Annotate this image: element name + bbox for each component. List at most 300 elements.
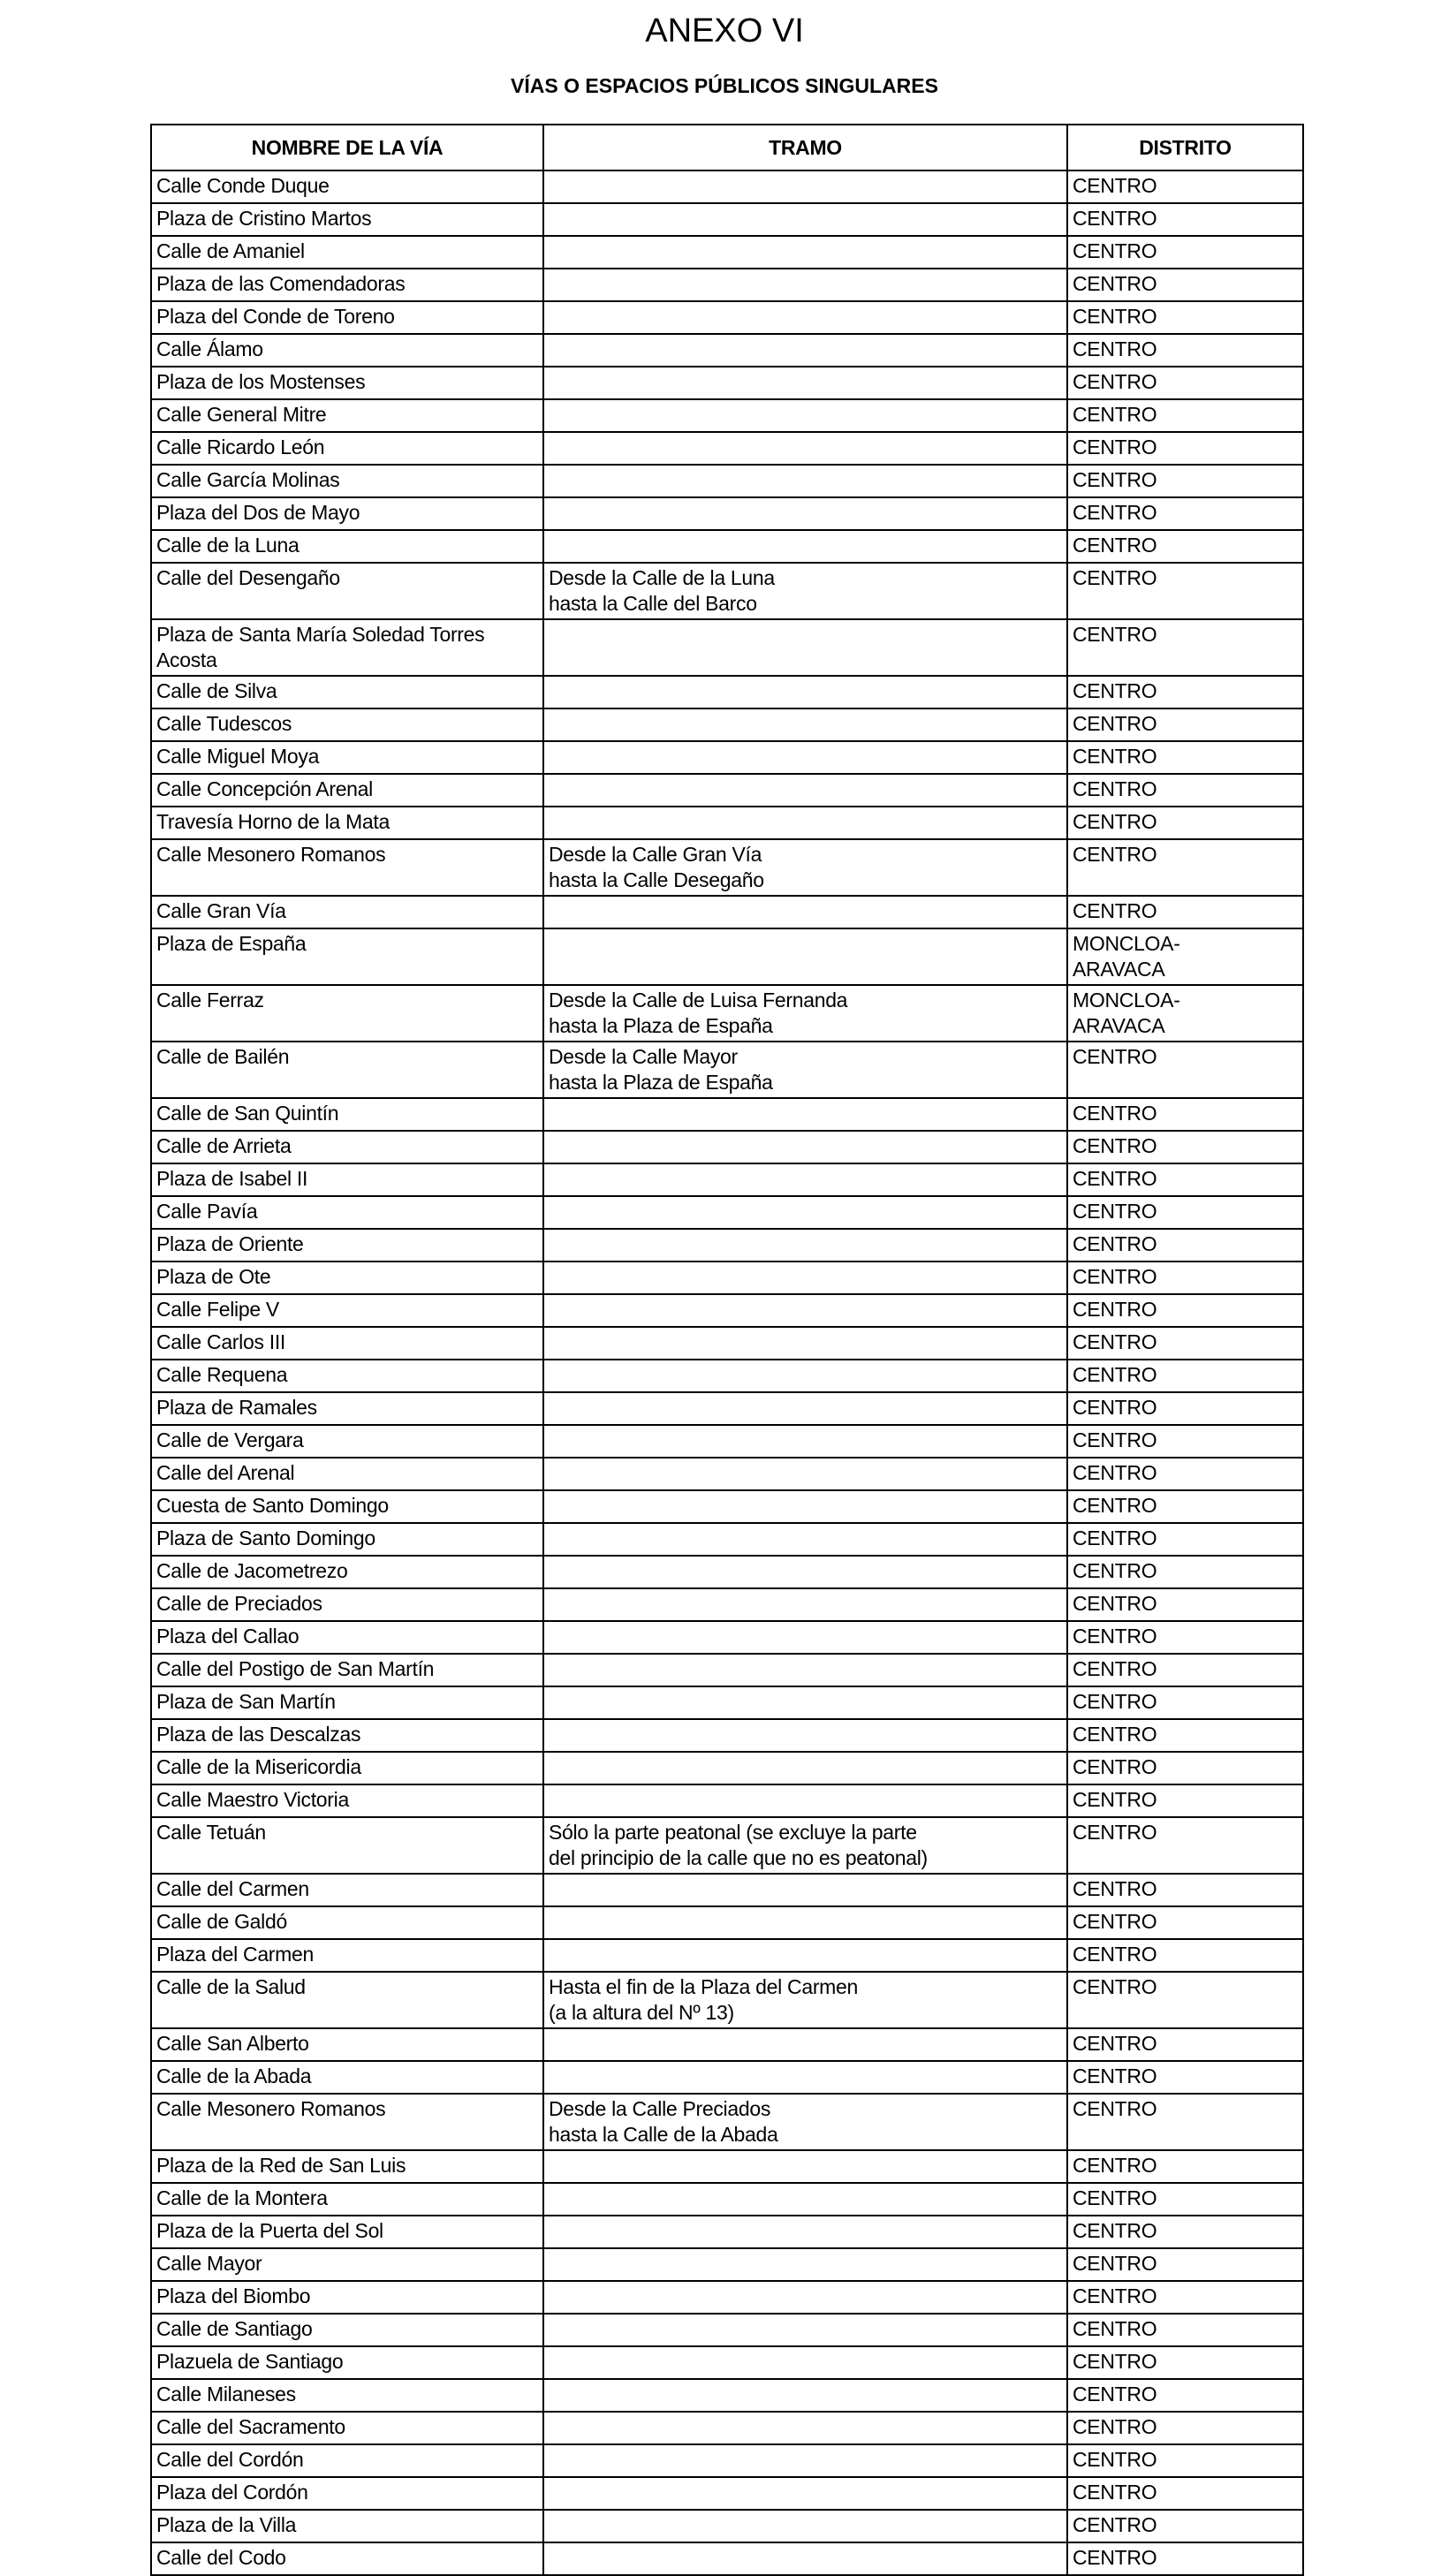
- distrito-line: CENTRO: [1073, 1494, 1157, 1517]
- cell-nombre: Calle de Vergara: [151, 1425, 543, 1458]
- tramo-line: hasta la Plaza de España: [549, 1014, 773, 1037]
- cell-tramo: [543, 2281, 1067, 2314]
- tramo-line: Desde la Calle Preciados: [549, 2097, 771, 2120]
- table-row: [151, 1621, 1303, 1654]
- cell-nombre: Calle de la Misericordia: [151, 1752, 543, 1784]
- cell-distrito: [1067, 807, 1303, 839]
- table-row: [151, 1042, 1303, 1098]
- cell-nombre: Plaza de la Red de San Luis: [151, 2150, 543, 2183]
- cell-nombre: Calle Conde Duque: [151, 170, 543, 203]
- table-row: [151, 2444, 1303, 2477]
- cell-nombre: Calle Milaneses: [151, 2379, 543, 2412]
- column-header-tramo: TRAMO: [543, 125, 1067, 170]
- cell-tramo: [543, 1817, 1067, 1874]
- table-row: [151, 2028, 1303, 2061]
- cell-distrito: [1067, 530, 1303, 563]
- table-row: [151, 1294, 1303, 1327]
- distrito-line: CENTRO: [1073, 2383, 1157, 2406]
- tramo-line: hasta la Calle de la Abada: [549, 2123, 778, 2146]
- table-row: [151, 2150, 1303, 2183]
- distrito-line: CENTRO: [1073, 899, 1157, 922]
- tramo-line: Hasta el fin de la Plaza del Carmen: [549, 1975, 859, 1998]
- cell-nombre: Calle Tudescos: [151, 708, 543, 741]
- cell-tramo: [543, 465, 1067, 497]
- distrito-line: CENTRO: [1073, 1461, 1157, 1484]
- cell-tramo: [543, 1042, 1067, 1098]
- cell-distrito: [1067, 2183, 1303, 2216]
- cell-distrito: [1067, 1163, 1303, 1196]
- cell-tramo: [543, 839, 1067, 896]
- distrito-line: CENTRO: [1073, 1877, 1157, 1900]
- cell-nombre: Calle General Mitre: [151, 399, 543, 432]
- cell-tramo: [543, 1874, 1067, 1906]
- cell-nombre: Calle de la Salud: [151, 1972, 543, 2028]
- cell-tramo: [543, 676, 1067, 708]
- cell-tramo: [543, 497, 1067, 530]
- distrito-line: CENTRO: [1073, 1592, 1157, 1615]
- distrito-line: CENTRO: [1073, 305, 1157, 328]
- cell-nombre: Calle de Galdó: [151, 1906, 543, 1939]
- table-row: [151, 1523, 1303, 1556]
- cell-tramo: [543, 1523, 1067, 1556]
- cell-nombre: Calle de Jacometrezo: [151, 1556, 543, 1588]
- distrito-line: CENTRO: [1073, 2252, 1157, 2275]
- cell-nombre: Plaza de Santo Domingo: [151, 1523, 543, 1556]
- tramo-line: Desde la Calle de la Luna: [549, 566, 775, 589]
- cell-tramo: [543, 334, 1067, 367]
- cell-nombre: Calle del Carmen: [151, 1874, 543, 1906]
- distrito-line: CENTRO: [1073, 403, 1157, 426]
- cell-nombre: Plaza de San Martín: [151, 1686, 543, 1719]
- cell-nombre: Calle de San Quintín: [151, 1098, 543, 1131]
- cell-nombre: Calle del Desengaño: [151, 563, 543, 619]
- cell-nombre: Calle García Molinas: [151, 465, 543, 497]
- cell-nombre: Calle de Preciados: [151, 1588, 543, 1621]
- distrito-line: CENTRO: [1073, 1396, 1157, 1419]
- cell-nombre: Plaza de España: [151, 928, 543, 985]
- table-row: [151, 985, 1303, 1042]
- cell-tramo: [543, 985, 1067, 1042]
- distrito-line: CENTRO: [1073, 843, 1157, 866]
- distrito-line: CENTRO: [1073, 501, 1157, 524]
- table-row: [151, 774, 1303, 807]
- cell-distrito: [1067, 301, 1303, 334]
- cell-tramo: [543, 1196, 1067, 1229]
- table-row: [151, 2216, 1303, 2248]
- table-row: [151, 2542, 1303, 2575]
- cell-nombre: Calle de Arrieta: [151, 1131, 543, 1163]
- cell-nombre: Calle de la Luna: [151, 530, 543, 563]
- cell-distrito: [1067, 2510, 1303, 2542]
- cell-distrito: [1067, 465, 1303, 497]
- cell-tramo: [543, 2510, 1067, 2542]
- cell-tramo: [543, 2094, 1067, 2150]
- cell-nombre: Plaza de Santa María Soledad Torres Acosta: [151, 619, 543, 676]
- cell-nombre: Plaza del Dos de Mayo: [151, 497, 543, 530]
- cell-tramo: [543, 2379, 1067, 2412]
- distrito-line: CENTRO: [1073, 1657, 1157, 1680]
- cell-distrito: [1067, 1327, 1303, 1360]
- table-row: [151, 1163, 1303, 1196]
- cell-distrito: [1067, 2061, 1303, 2094]
- distrito-line: ARAVACA: [1073, 958, 1165, 981]
- cell-tramo: [543, 1098, 1067, 1131]
- cell-distrito: [1067, 203, 1303, 236]
- cell-distrito: [1067, 1752, 1303, 1784]
- cell-tramo: [543, 2216, 1067, 2248]
- cell-tramo: [543, 367, 1067, 399]
- cell-distrito: [1067, 1817, 1303, 1874]
- cell-distrito: [1067, 1654, 1303, 1686]
- cell-tramo: [543, 2477, 1067, 2510]
- cell-nombre: Plaza de Ramales: [151, 1392, 543, 1425]
- cell-nombre: Calle Maestro Victoria: [151, 1784, 543, 1817]
- distrito-line: CENTRO: [1073, 1200, 1157, 1223]
- cell-tramo: [543, 1752, 1067, 1784]
- distrito-line: CENTRO: [1073, 2154, 1157, 2177]
- cell-nombre: Calle Requena: [151, 1360, 543, 1392]
- cell-distrito: [1067, 2379, 1303, 2412]
- table-row: [151, 2281, 1303, 2314]
- table-row: [151, 2183, 1303, 2216]
- distrito-line: CENTRO: [1073, 1102, 1157, 1125]
- cell-tramo: [543, 2314, 1067, 2346]
- table-row: [151, 465, 1303, 497]
- table-row: [151, 203, 1303, 236]
- cell-distrito: [1067, 1621, 1303, 1654]
- distrito-line: CENTRO: [1073, 239, 1157, 262]
- cell-nombre: Plazuela de Santiago: [151, 2346, 543, 2379]
- cell-distrito: [1067, 432, 1303, 465]
- cell-distrito: [1067, 1972, 1303, 2028]
- cell-distrito: [1067, 2028, 1303, 2061]
- distrito-line: CENTRO: [1073, 1690, 1157, 1713]
- cell-tramo: [543, 1131, 1067, 1163]
- distrito-line: CENTRO: [1073, 2481, 1157, 2504]
- cell-tramo: [543, 2346, 1067, 2379]
- cell-nombre: Calle del Cordón: [151, 2444, 543, 2477]
- cell-tramo: [543, 432, 1067, 465]
- distrito-line: CENTRO: [1073, 679, 1157, 702]
- cell-nombre: Calle del Sacramento: [151, 2412, 543, 2444]
- table-row: [151, 1458, 1303, 1490]
- distrito-line: CENTRO: [1073, 370, 1157, 393]
- distrito-line: CENTRO: [1073, 1723, 1157, 1746]
- cell-distrito: [1067, 2248, 1303, 2281]
- cell-distrito: [1067, 334, 1303, 367]
- distrito-line: CENTRO: [1073, 2317, 1157, 2340]
- table-row: [151, 399, 1303, 432]
- cell-nombre: Plaza de las Descalzas: [151, 1719, 543, 1752]
- distrito-line: CENTRO: [1073, 777, 1157, 800]
- cell-tramo: [543, 619, 1067, 676]
- table-row: [151, 619, 1303, 676]
- cell-tramo: [543, 1784, 1067, 1817]
- cell-tramo: [543, 1294, 1067, 1327]
- table-header-row: [151, 125, 1303, 170]
- cell-nombre: Plaza de Oriente: [151, 1229, 543, 1261]
- cell-distrito: [1067, 1294, 1303, 1327]
- table-row: [151, 1874, 1303, 1906]
- cell-tramo: [543, 2150, 1067, 2183]
- table-row: [151, 1229, 1303, 1261]
- distrito-line: CENTRO: [1073, 1910, 1157, 1933]
- cell-nombre: Calle San Alberto: [151, 2028, 543, 2061]
- cell-tramo: [543, 741, 1067, 774]
- table-row: [151, 301, 1303, 334]
- table-row: [151, 1098, 1303, 1131]
- distrito-line: CENTRO: [1073, 2415, 1157, 2438]
- cell-tramo: [543, 1360, 1067, 1392]
- cell-tramo: [543, 1392, 1067, 1425]
- table-row: [151, 1588, 1303, 1621]
- table-row: [151, 1392, 1303, 1425]
- cell-nombre: Calle Ferraz: [151, 985, 543, 1042]
- cell-distrito: [1067, 985, 1303, 1042]
- cell-distrito: [1067, 1131, 1303, 1163]
- cell-tramo: [543, 1906, 1067, 1939]
- cell-distrito: [1067, 2444, 1303, 2477]
- distrito-line: CENTRO: [1073, 1298, 1157, 1321]
- cell-distrito: [1067, 170, 1303, 203]
- page-subtitle: VÍAS O ESPACIOS PÚBLICOS SINGULARES: [511, 74, 938, 97]
- cell-tramo: [543, 530, 1067, 563]
- cell-nombre: Calle de la Abada: [151, 2061, 543, 2094]
- cell-tramo: [543, 1972, 1067, 2028]
- cell-distrito: [1067, 2346, 1303, 2379]
- table-row: [151, 1784, 1303, 1817]
- table-body: [151, 170, 1303, 2575]
- distrito-line: CENTRO: [1073, 534, 1157, 557]
- cell-nombre: Calle Mesonero Romanos: [151, 839, 543, 896]
- cell-nombre: Calle Álamo: [151, 334, 543, 367]
- cell-nombre: Calle del Codo: [151, 2542, 543, 2575]
- cell-nombre: Plaza de las Comendadoras: [151, 269, 543, 301]
- table-row: [151, 170, 1303, 203]
- distrito-line: CENTRO: [1073, 1167, 1157, 1190]
- table-row: [151, 1360, 1303, 1392]
- cell-nombre: Plaza de los Mostenses: [151, 367, 543, 399]
- cell-distrito: [1067, 2412, 1303, 2444]
- cell-tramo: [543, 1621, 1067, 1654]
- cell-tramo: [543, 269, 1067, 301]
- table-row: [151, 676, 1303, 708]
- cell-tramo: [543, 1261, 1067, 1294]
- cell-distrito: [1067, 1784, 1303, 1817]
- cell-tramo: [543, 807, 1067, 839]
- table-row: [151, 1261, 1303, 1294]
- table-row: [151, 1686, 1303, 1719]
- cell-tramo: [543, 1588, 1067, 1621]
- cell-tramo: [543, 928, 1067, 985]
- distrito-line: CENTRO: [1073, 1232, 1157, 1255]
- table-row: [151, 2477, 1303, 2510]
- cell-distrito: [1067, 708, 1303, 741]
- cell-tramo: [543, 1163, 1067, 1196]
- cell-nombre: Calle Felipe V: [151, 1294, 543, 1327]
- cell-nombre: Calle Carlos III: [151, 1327, 543, 1360]
- cell-distrito: [1067, 236, 1303, 269]
- cell-tramo: [543, 1327, 1067, 1360]
- distrito-line: CENTRO: [1073, 712, 1157, 735]
- cell-nombre: Plaza de Ote: [151, 1261, 543, 1294]
- distrito-line: CENTRO: [1073, 174, 1157, 197]
- cell-nombre: Calle Tetuán: [151, 1817, 543, 1874]
- cell-nombre: Calle Miguel Moya: [151, 741, 543, 774]
- cell-nombre: Plaza del Biombo: [151, 2281, 543, 2314]
- cell-tramo: [543, 203, 1067, 236]
- cell-tramo: [543, 2183, 1067, 2216]
- column-header-distrito: DISTRITO: [1067, 125, 1303, 170]
- table-row: [151, 708, 1303, 741]
- cell-distrito: [1067, 1906, 1303, 1939]
- table-row: [151, 2346, 1303, 2379]
- table-row: [151, 530, 1303, 563]
- table-row: [151, 367, 1303, 399]
- table-row: [151, 1131, 1303, 1163]
- cell-nombre: Calle Mayor: [151, 2248, 543, 2281]
- cell-distrito: [1067, 1490, 1303, 1523]
- tramo-line: del principio de la calle que no es peatonal): [549, 1846, 928, 1869]
- cell-distrito: [1067, 1556, 1303, 1588]
- table-row: [151, 1719, 1303, 1752]
- distrito-line: CENTRO: [1073, 1943, 1157, 1966]
- table-row: [151, 1972, 1303, 2028]
- cell-distrito: [1067, 1939, 1303, 1972]
- distrito-line: CENTRO: [1073, 2065, 1157, 2087]
- cell-tramo: [543, 1556, 1067, 1588]
- distrito-line: CENTRO: [1073, 810, 1157, 833]
- distrito-line: CENTRO: [1073, 1788, 1157, 1811]
- cell-distrito: [1067, 269, 1303, 301]
- cell-distrito: [1067, 1392, 1303, 1425]
- tramo-line: hasta la Calle del Barco: [549, 592, 757, 615]
- cell-nombre: Travesía Horno de la Mata: [151, 807, 543, 839]
- tramo-line: Desde la Calle Gran Vía: [549, 843, 762, 866]
- tramo-line: Desde la Calle Mayor: [549, 1045, 738, 1068]
- cell-tramo: [543, 2248, 1067, 2281]
- distrito-line: CENTRO: [1073, 468, 1157, 491]
- cell-distrito: [1067, 367, 1303, 399]
- cell-nombre: Plaza del Cordón: [151, 2477, 543, 2510]
- table-row: [151, 1556, 1303, 1588]
- table-row: [151, 2248, 1303, 2281]
- table-row: [151, 896, 1303, 928]
- cell-tramo: [543, 1686, 1067, 1719]
- cell-nombre: Plaza del Carmen: [151, 1939, 543, 1972]
- cell-distrito: [1067, 1261, 1303, 1294]
- cell-tramo: [543, 1425, 1067, 1458]
- distrito-line: MONCLOA-: [1073, 932, 1180, 955]
- cell-tramo: [543, 1939, 1067, 1972]
- cell-nombre: Calle de Santiago: [151, 2314, 543, 2346]
- cell-tramo: [543, 399, 1067, 432]
- cell-distrito: [1067, 676, 1303, 708]
- table-row: [151, 2094, 1303, 2150]
- cell-tramo: [543, 1654, 1067, 1686]
- cell-tramo: [543, 2444, 1067, 2477]
- table-row: [151, 2314, 1303, 2346]
- column-header-nombre: NOMBRE DE LA VÍA: [151, 125, 543, 170]
- distrito-line: CENTRO: [1073, 2284, 1157, 2307]
- cell-distrito: [1067, 1458, 1303, 1490]
- cell-nombre: Plaza del Callao: [151, 1621, 543, 1654]
- table-row: [151, 2379, 1303, 2412]
- cell-distrito: [1067, 896, 1303, 928]
- streets-table: [150, 124, 1304, 2576]
- distrito-line: CENTRO: [1073, 2546, 1157, 2569]
- distrito-line: CENTRO: [1073, 2350, 1157, 2373]
- cell-distrito: [1067, 1686, 1303, 1719]
- distrito-line: CENTRO: [1073, 2097, 1157, 2120]
- cell-tramo: [543, 1229, 1067, 1261]
- cell-distrito: [1067, 839, 1303, 896]
- cell-tramo: [543, 1458, 1067, 1490]
- cell-tramo: [543, 236, 1067, 269]
- cell-nombre: Calle de Silva: [151, 676, 543, 708]
- distrito-line: CENTRO: [1073, 1363, 1157, 1386]
- cell-distrito: [1067, 2150, 1303, 2183]
- distrito-line: ARAVACA: [1073, 1014, 1165, 1037]
- distrito-line: CENTRO: [1073, 2219, 1157, 2242]
- cell-tramo: [543, 774, 1067, 807]
- distrito-line: CENTRO: [1073, 1975, 1157, 1998]
- cell-distrito: [1067, 1229, 1303, 1261]
- cell-nombre: Plaza del Conde de Toreno: [151, 301, 543, 334]
- distrito-line: CENTRO: [1073, 1755, 1157, 1778]
- cell-distrito: [1067, 1042, 1303, 1098]
- tramo-line: hasta la Calle Desegaño: [549, 868, 764, 891]
- table-row: [151, 2412, 1303, 2444]
- table-row: [151, 807, 1303, 839]
- cell-nombre: Calle de Amaniel: [151, 236, 543, 269]
- distrito-line: CENTRO: [1073, 436, 1157, 458]
- table-row: [151, 1939, 1303, 1972]
- table-row: [151, 497, 1303, 530]
- cell-distrito: [1067, 1425, 1303, 1458]
- cell-nombre: Calle Ricardo León: [151, 432, 543, 465]
- cell-nombre: Plaza de Isabel II: [151, 1163, 543, 1196]
- table-row: [151, 236, 1303, 269]
- cell-distrito: [1067, 2542, 1303, 2575]
- cell-distrito: [1067, 619, 1303, 676]
- distrito-line: CENTRO: [1073, 207, 1157, 230]
- cell-nombre: Calle de Bailén: [151, 1042, 543, 1098]
- table-row: [151, 741, 1303, 774]
- distrito-line: CENTRO: [1073, 1821, 1157, 1844]
- distrito-line: CENTRO: [1073, 2186, 1157, 2209]
- cell-distrito: [1067, 1719, 1303, 1752]
- cell-nombre: Calle Concepción Arenal: [151, 774, 543, 807]
- cell-tramo: [543, 1490, 1067, 1523]
- cell-nombre: Calle Pavía: [151, 1196, 543, 1229]
- table-row: [151, 839, 1303, 896]
- cell-distrito: [1067, 2281, 1303, 2314]
- distrito-line: CENTRO: [1073, 1134, 1157, 1157]
- cell-distrito: [1067, 2477, 1303, 2510]
- cell-nombre: Calle de la Montera: [151, 2183, 543, 2216]
- cell-tramo: [543, 2542, 1067, 2575]
- cell-tramo: [543, 2061, 1067, 2094]
- distrito-line: CENTRO: [1073, 1045, 1157, 1068]
- table-row: [151, 1752, 1303, 1784]
- cell-tramo: [543, 2028, 1067, 2061]
- table-row: [151, 1490, 1303, 1523]
- cell-distrito: [1067, 2216, 1303, 2248]
- cell-distrito: [1067, 399, 1303, 432]
- cell-distrito: [1067, 1360, 1303, 1392]
- table-row: [151, 1196, 1303, 1229]
